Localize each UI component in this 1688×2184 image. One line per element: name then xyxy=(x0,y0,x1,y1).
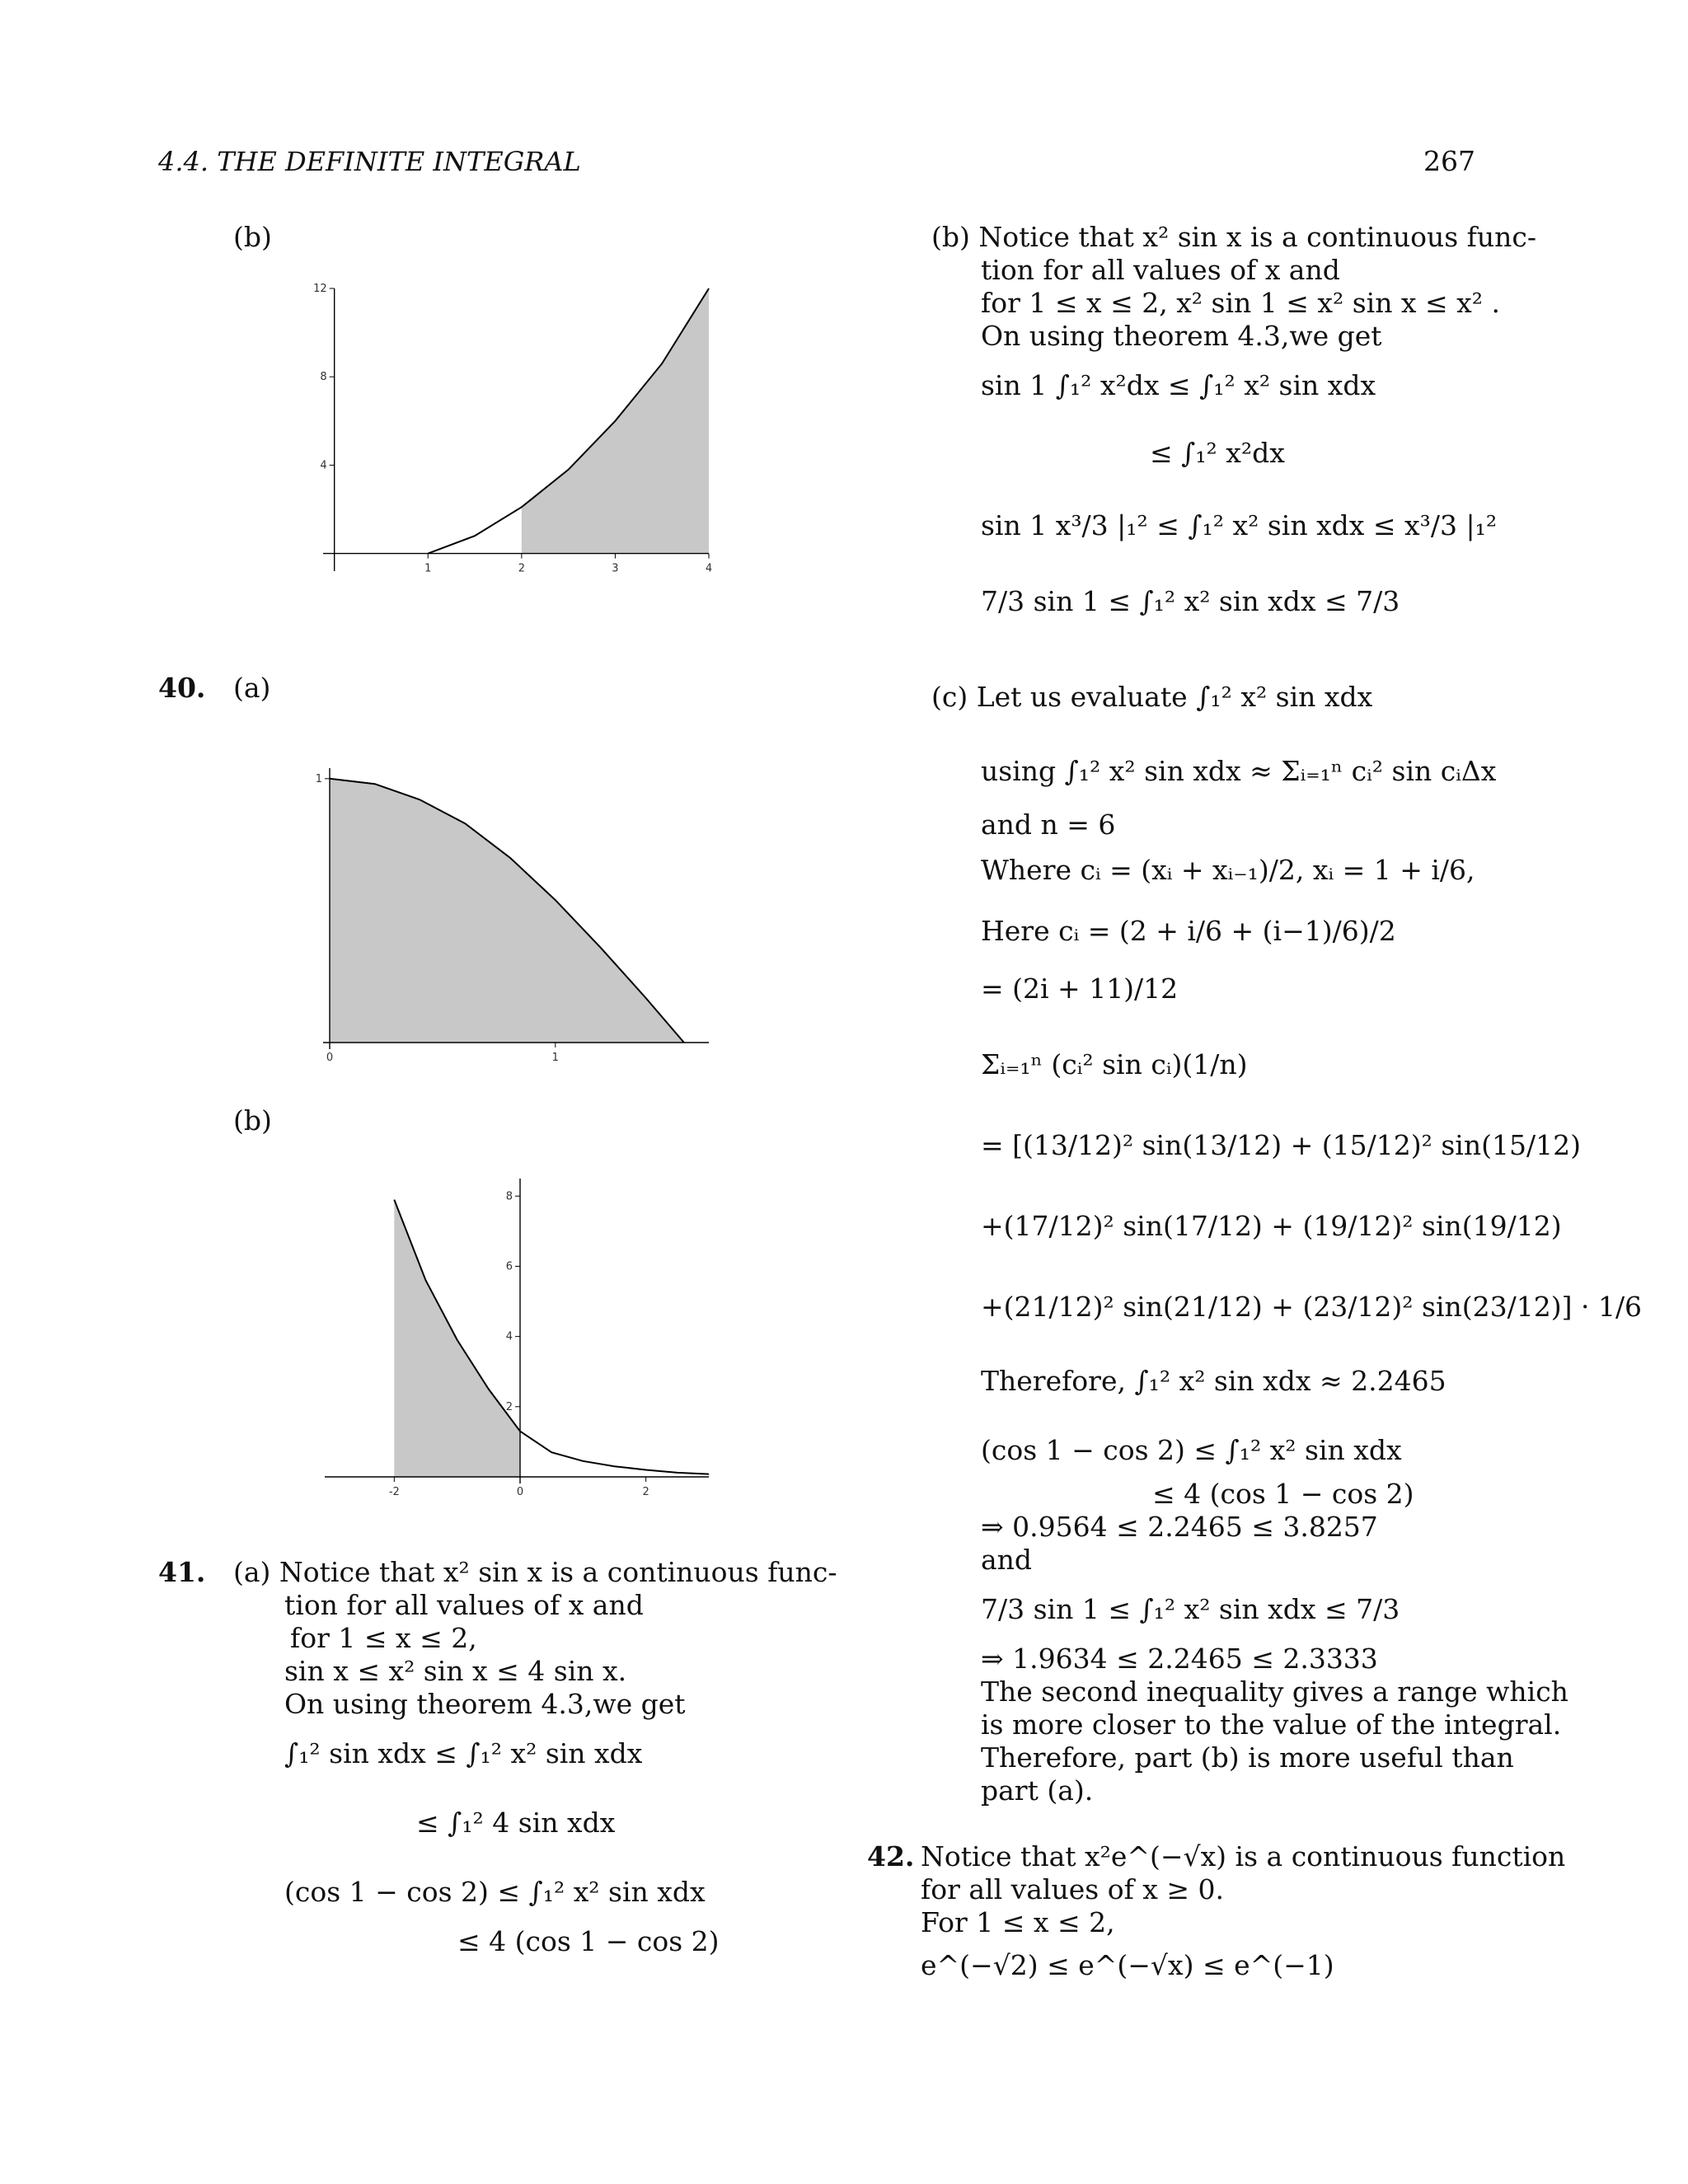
p41-line: for 1 ≤ x ≤ 2, xyxy=(290,1622,477,1654)
p41c-line: Σᵢ₌₁ⁿ (cᵢ² sin cᵢ)(1/n) xyxy=(981,1048,1248,1080)
y-tick-label: 8 xyxy=(505,1190,513,1203)
chart-40a xyxy=(305,758,734,1071)
p41-math: ≤ 4 (cos 1 − cos 2) xyxy=(457,1925,720,1957)
y-tick-label: 4 xyxy=(505,1330,513,1343)
p41c-line: (cos 1 − cos 2) ≤ ∫₁² x² sin xdx xyxy=(981,1434,1402,1466)
p41c-line: Therefore, part (b) is more useful than xyxy=(981,1741,1514,1774)
p41b-math: ≤ ∫₁² x²dx xyxy=(1150,437,1285,469)
p41c-line: using ∫₁² x² sin xdx ≈ Σᵢ₌₁ⁿ cᵢ² sin cᵢΔx xyxy=(981,755,1497,787)
p41c-line: ≤ 4 (cos 1 − cos 2) xyxy=(1152,1478,1414,1510)
problem-40-number: 40. xyxy=(158,672,206,704)
p41-math: (cos 1 − cos 2) ≤ ∫₁² x² sin xdx xyxy=(284,1876,706,1908)
p42-line: Notice that x²e^(−√x) is a continuous function xyxy=(921,1840,1566,1872)
p41-line: On using theorem 4.3,we get xyxy=(284,1688,686,1720)
p41c-line: Here cᵢ = (2 + i/6 + (i−1)/6)/2 xyxy=(981,915,1396,947)
p42-line: for all values of x ≥ 0. xyxy=(921,1873,1224,1905)
y-tick-label: 1 xyxy=(315,772,322,785)
p41-math: ≤ ∫₁² 4 sin xdx xyxy=(416,1807,616,1839)
shaded-area xyxy=(330,779,684,1043)
x-tick-label: -2 xyxy=(388,1486,400,1498)
x-tick-label: 0 xyxy=(326,1052,334,1064)
p42-line: e^(−√2) ≤ e^(−√x) ≤ e^(−1) xyxy=(921,1949,1334,1981)
p41c-line: = (2i + 11)/12 xyxy=(981,972,1179,1005)
problem-42-number: 42. xyxy=(867,1840,915,1872)
problem-39b-label: (b) xyxy=(233,221,272,253)
x-tick-label: 4 xyxy=(705,562,713,575)
p41b-math: sin 1 ∫₁² x²dx ≤ ∫₁² x² sin xdx xyxy=(981,369,1376,401)
p41c-line: ⇒ 1.9634 ≤ 2.2465 ≤ 2.3333 xyxy=(981,1643,1378,1675)
p42-line: For 1 ≤ x ≤ 2, xyxy=(921,1906,1115,1938)
p41-math: ∫₁² sin xdx ≤ ∫₁² x² sin xdx xyxy=(284,1737,643,1769)
p41b-line: tion for all values of x and xyxy=(981,254,1340,286)
x-tick-label: 2 xyxy=(642,1486,649,1498)
p41-line: tion for all values of x and xyxy=(284,1589,644,1621)
p41c-line: The second inequality gives a range which xyxy=(981,1675,1568,1708)
p41-line: (a) Notice that x² sin x is a continuous func- xyxy=(233,1556,837,1588)
x-tick-label: 0 xyxy=(516,1486,524,1498)
y-tick-label: 4 xyxy=(320,459,327,472)
y-tick-label: 2 xyxy=(505,1400,513,1413)
problem-40a-label: (a) xyxy=(233,672,271,704)
p41c-line: +(21/12)² sin(21/12) + (23/12)² sin(23/12)] · 1/6 xyxy=(981,1291,1643,1323)
p41b-math: 7/3 sin 1 ≤ ∫₁² x² sin xdx ≤ 7/3 xyxy=(981,585,1400,617)
running-header: 4.4. THE DEFINITE INTEGRAL xyxy=(158,146,581,177)
chart-39b xyxy=(297,280,742,602)
x-tick-label: 3 xyxy=(612,562,619,575)
p41c-line: and xyxy=(981,1544,1033,1576)
p41c-line: = [(13/12)² sin(13/12) + (15/12)² sin(15/12) xyxy=(981,1129,1581,1161)
p41c-line: Therefore, ∫₁² x² sin xdx ≈ 2.2465 xyxy=(981,1365,1447,1397)
p41b-line: (b) Notice that x² sin x is a continuous func- xyxy=(931,221,1536,253)
p41c-line: Where cᵢ = (xᵢ + xᵢ₋₁)/2, xᵢ = 1 + i/6, xyxy=(981,854,1475,886)
y-tick-label: 12 xyxy=(313,283,327,295)
p41c-line: +(17/12)² sin(17/12) + (19/12)² sin(19/12) xyxy=(981,1210,1562,1242)
p41b-math: sin 1 x³/3 |₁² ≤ ∫₁² x² sin xdx ≤ x³/3 |₁² xyxy=(981,509,1498,541)
problem-40b-label: (b) xyxy=(233,1104,272,1137)
problem-41-number: 41. xyxy=(158,1556,206,1588)
p41c-line: ⇒ 0.9564 ≤ 2.2465 ≤ 3.8257 xyxy=(981,1511,1378,1543)
page-number: 267 xyxy=(1423,145,1475,177)
p41c-line: and n = 6 xyxy=(981,808,1116,841)
x-tick-label: 1 xyxy=(551,1052,559,1064)
x-tick-label: 2 xyxy=(518,562,525,575)
y-tick-label: 8 xyxy=(320,371,327,384)
chart-40b xyxy=(313,1166,725,1500)
p41c-line: 7/3 sin 1 ≤ ∫₁² x² sin xdx ≤ 7/3 xyxy=(981,1593,1400,1625)
p41b-line: for 1 ≤ x ≤ 2, x² sin 1 ≤ x² sin x ≤ x² . xyxy=(981,287,1500,319)
y-tick-label: 6 xyxy=(505,1260,513,1273)
p41c-line: is more closer to the value of the integral. xyxy=(981,1708,1562,1741)
x-tick-label: 1 xyxy=(424,562,432,575)
p41c-line: part (a). xyxy=(981,1774,1094,1807)
p41b-line: On using theorem 4.3,we get xyxy=(981,320,1382,352)
p41-line: sin x ≤ x² sin x ≤ 4 sin x. xyxy=(284,1655,627,1687)
p41c-line: (c) Let us evaluate ∫₁² x² sin xdx xyxy=(931,681,1373,713)
